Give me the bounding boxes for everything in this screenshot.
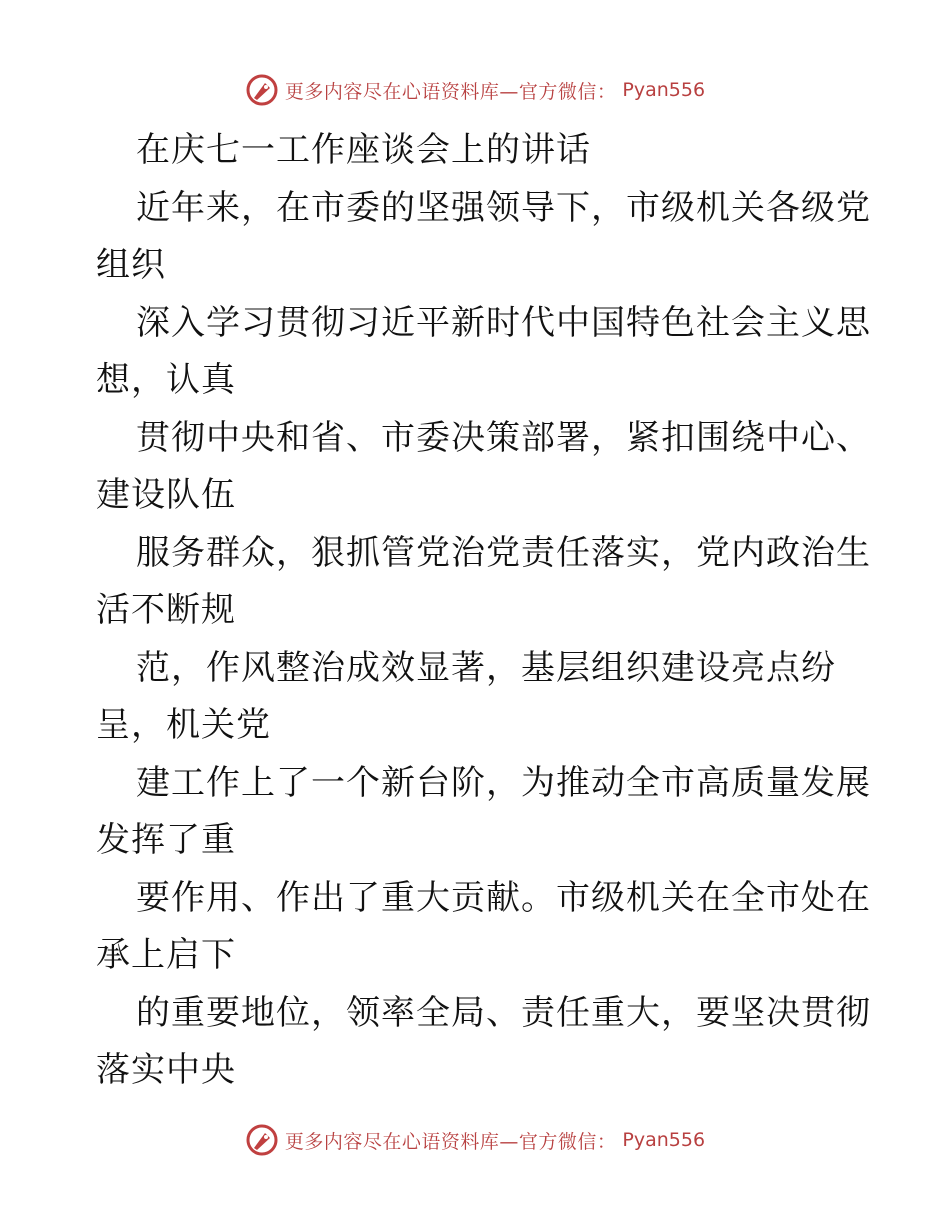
paragraph-line: 想，认真 [96, 360, 236, 400]
paragraph-line: 发挥了重 [96, 820, 236, 860]
paragraph-line: 落实中央 [96, 1050, 236, 1090]
header-wechat-id: Pyan556 [622, 79, 706, 101]
paragraph-line: 承上启下 [96, 935, 236, 975]
paragraph-line: 要作用、作出了重大贡献。市级机关在全市处在 [136, 877, 871, 918]
paragraph-line: 建设队伍 [96, 475, 236, 515]
paragraph-line: 建工作上了一个新台阶，为推动全市高质量发展 [136, 762, 871, 803]
paragraph-line: 深入学习贯彻习近平新时代中国特色社会主义思 [136, 302, 871, 343]
pen-nib-logo-icon [245, 73, 279, 107]
paragraph-line: 活不断规 [96, 590, 236, 630]
paragraph-line: 的重要地位，领率全局、责任重大，要坚决贯彻 [136, 992, 871, 1033]
paragraph-line: 呈，机关党 [96, 705, 271, 745]
document-title: 在庆七一工作座谈会上的讲话 [136, 130, 591, 170]
paragraph-line: 组织 [96, 245, 166, 285]
paragraph-line: 服务群众，狠抓管党治党责任落实，党内政治生 [136, 532, 871, 573]
paragraph-line: 近年来，在市委的坚强领导下，市级机关各级党 [136, 187, 871, 228]
footer-wechat-id: Pyan556 [622, 1129, 706, 1151]
footer-banner-text: 更多内容尽在心语资料库—官方微信： [284, 1130, 617, 1153]
paragraph-line: 贯彻中央和省、市委决策部署，紧扣围绕中心、 [136, 417, 871, 458]
footer-banner [0, 1120, 950, 1160]
document-body [96, 122, 871, 1100]
paragraph-line: 范，作风整治成效显著，基层组织建设亮点纷 [136, 647, 836, 688]
header-banner-text: 更多内容尽在心语资料库—官方微信： [284, 80, 617, 103]
header-banner [0, 70, 950, 110]
pen-nib-logo-icon [245, 1123, 279, 1157]
